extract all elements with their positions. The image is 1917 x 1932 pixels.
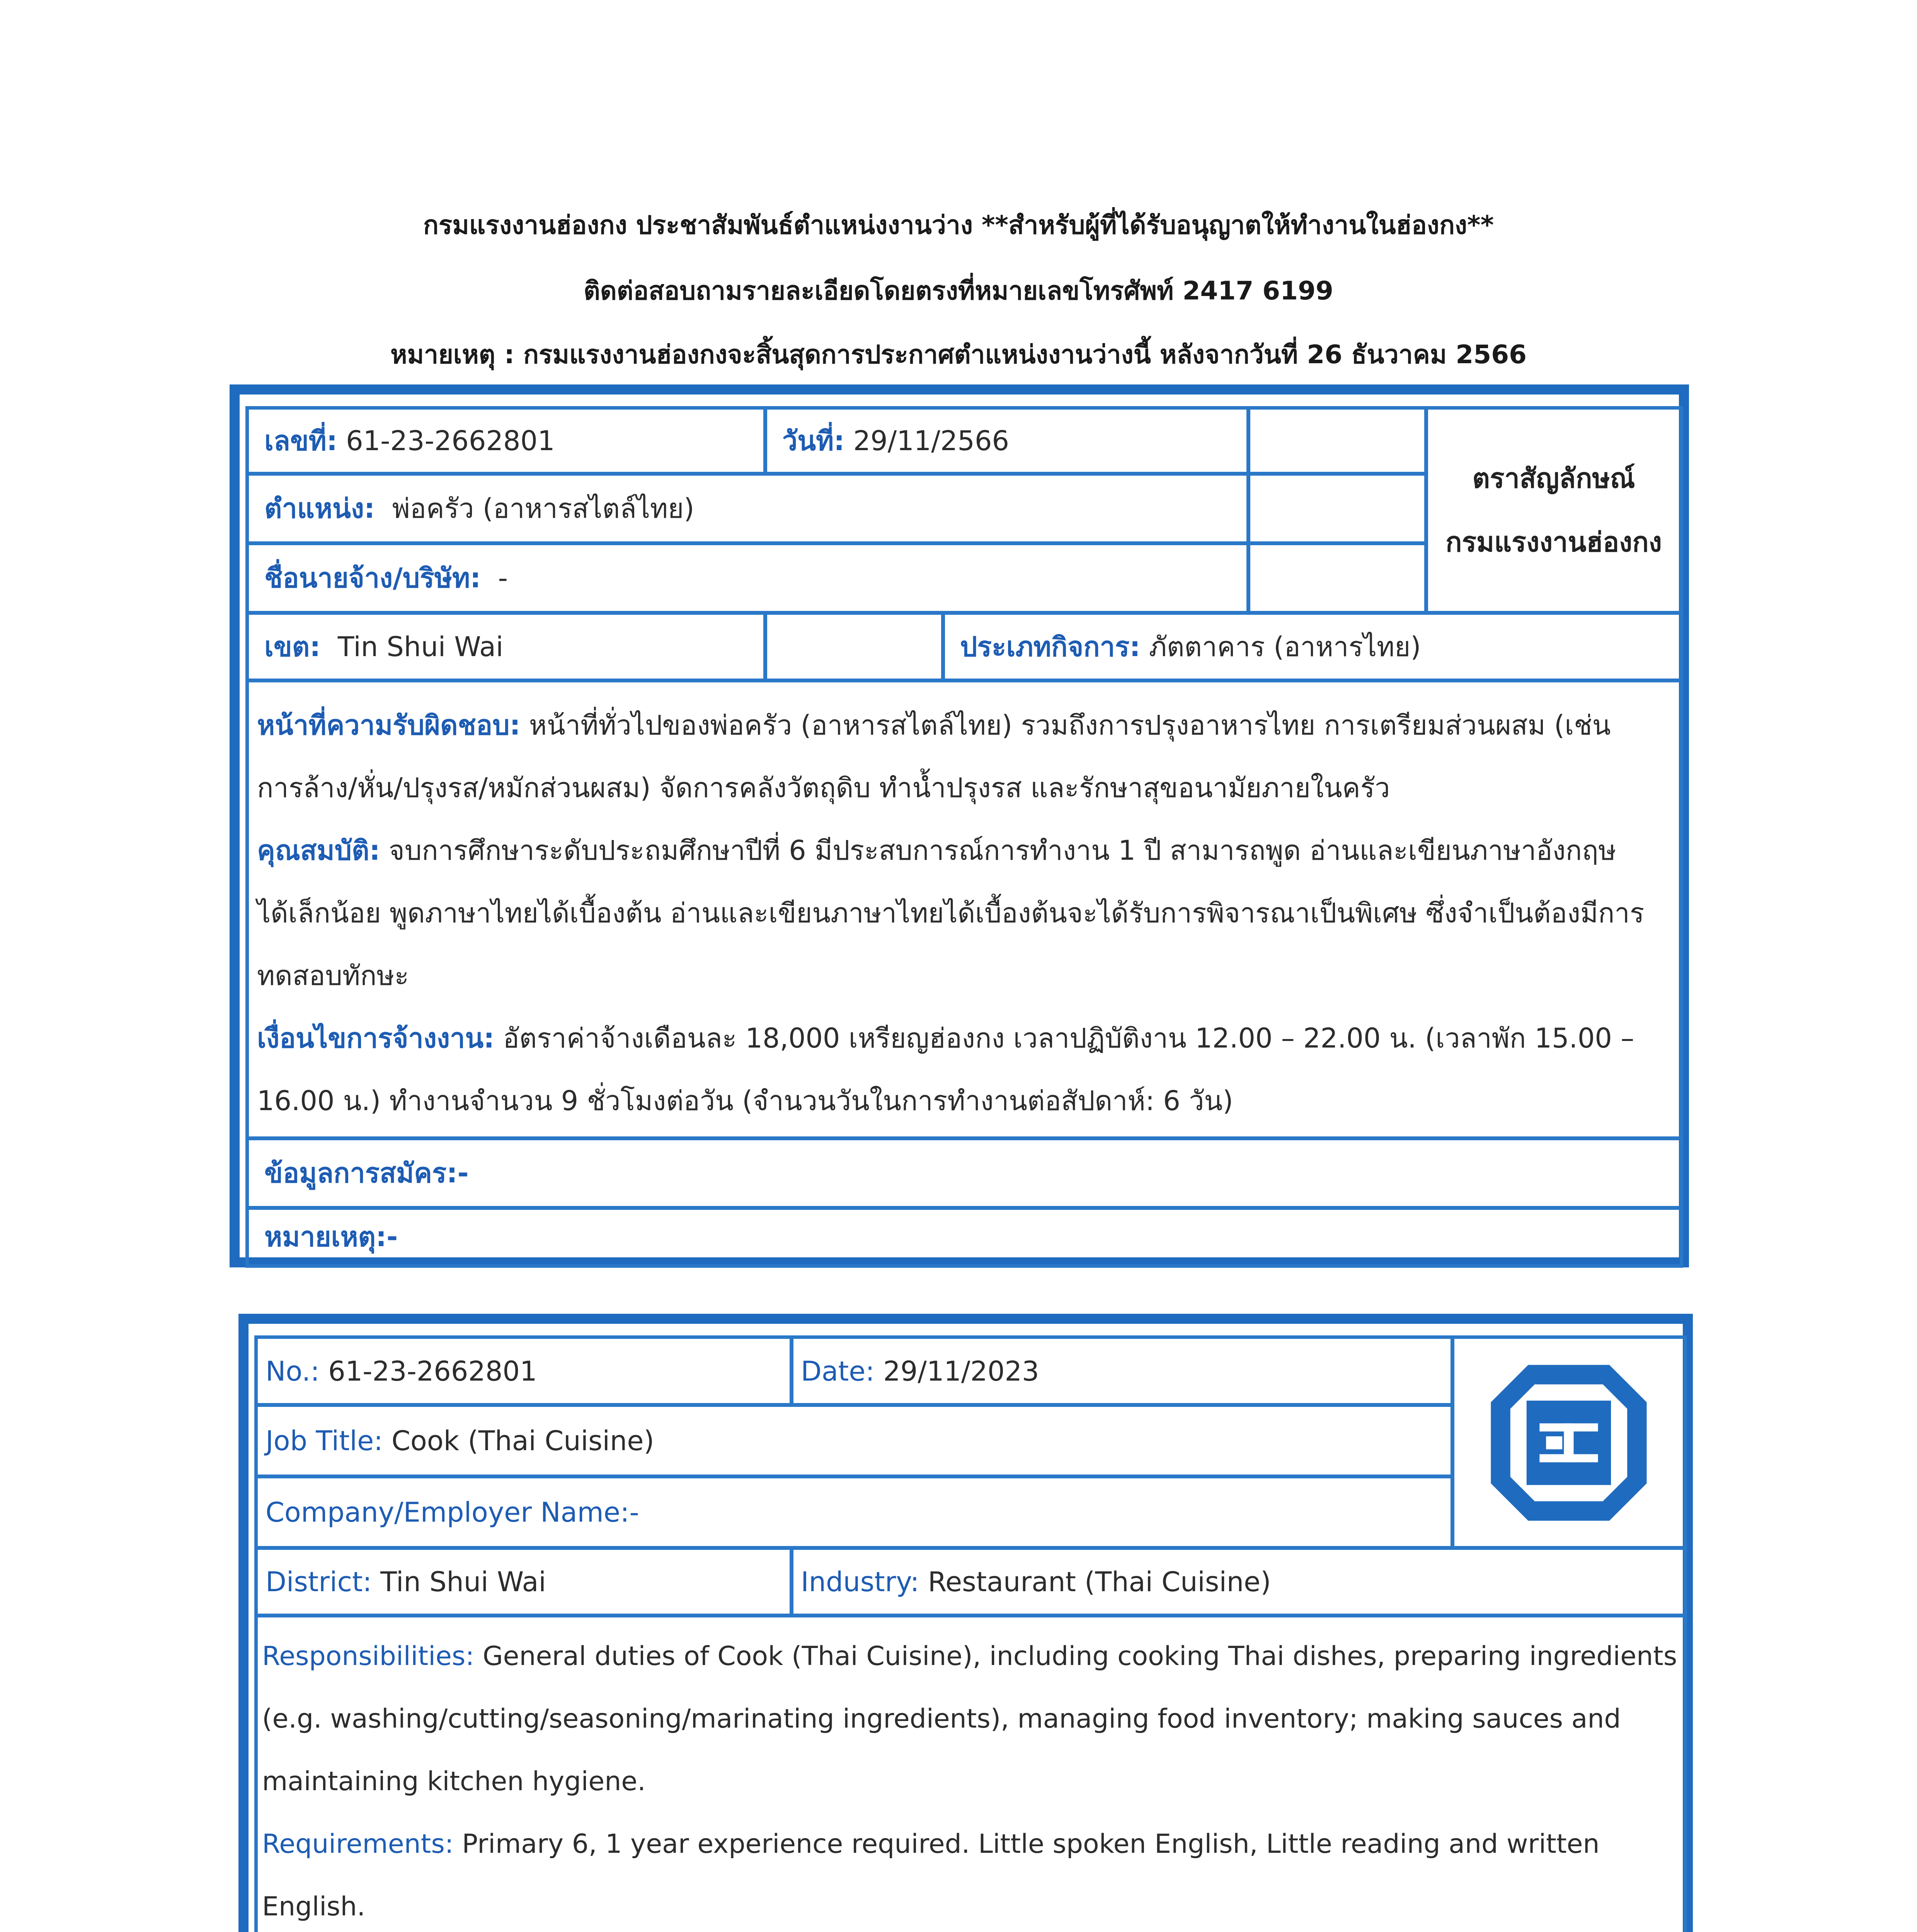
thai-job-card: [230, 384, 1689, 1267]
thai-emblem-line-2: กรมแรงงานฮ่องกง: [1445, 526, 1662, 558]
thai-district-cell: [245, 611, 767, 682]
thai-empty-cell-4: [763, 611, 945, 682]
thai-employer-label: ชื่อนายจ้าง/บริษัท:: [264, 562, 481, 594]
en-resp-line-2: (e.g. washing/cutting/seasoning/marinating ingredients), managing food inventory; making sauces and: [262, 1704, 1621, 1734]
thai-no-label: เลขที่:: [264, 425, 337, 457]
thai-terms-label: เงื่อนไขการจ้างงาน:: [257, 1022, 495, 1054]
en-company-cell: [254, 1475, 1454, 1550]
thai-district-value: Tin Shui Wai: [337, 631, 504, 663]
en-no-cell: [254, 1335, 793, 1407]
thai-industry-label: ประเภทกิจการ:: [960, 631, 1141, 663]
en-district-label: District:: [266, 1566, 372, 1598]
en-industry-cell: [790, 1546, 1687, 1617]
en-company-label: Company/Employer Name:-: [266, 1496, 639, 1528]
thai-duty-line-1: หน้าที่ทั่วไปของพ่อครัว (อาหารสไตล์ไทย) รวมถึงการปรุงอาหารไทย การเตรียมส่วนผสม (เช่น: [529, 709, 1611, 741]
en-job-label: Job Title:: [266, 1425, 383, 1457]
labour-department-logo-icon: [1488, 1362, 1650, 1524]
thai-position-label: ตำแหน่ง:: [264, 493, 375, 524]
english-job-card: [238, 1314, 1693, 1932]
en-resp-line-1: General duties of Cook (Thai Cuisine), including cooking Thai dishes, preparing ingredients: [482, 1641, 1677, 1672]
thai-date-value: 29/11/2566: [853, 425, 1010, 457]
en-district-cell: [254, 1546, 793, 1617]
thai-qual-line-1: จบการศึกษาระดับประถมศึกษาปีที่ 6 มีประสบการณ์การทำงาน 1 ปี สามารถพูด อ่านและเขียนภาษาอังกฤษ: [388, 835, 1616, 866]
en-logo-cell: [1451, 1335, 1687, 1550]
en-industry-value: Restaurant (Thai Cuisine): [928, 1566, 1271, 1598]
thai-position-value: พ่อครัว (อาหารสไตล์ไทย): [392, 493, 695, 524]
header-line-1: กรมแรงงานฮ่องกง ประชาสัมพันธ์ตำแหน่งงานว่าง **สำหรับผู้ที่ได้รับอนุญาตให้ทำงานในฮ่องกง**: [423, 210, 1494, 240]
en-date-label: Date:: [801, 1355, 875, 1387]
thai-terms-line-2: 16.00 น.) ทำงานจำนวน 9 ชั่วโมงต่อวัน (จำนวนวันในการทำงานต่อสัปดาห์: 6 วัน): [257, 1085, 1233, 1117]
header-line-2: ติดต่อสอบถามรายละเอียดโดยตรงที่หมายเลขโทรศัพท์ 2417 6199: [584, 276, 1333, 306]
thai-apply-label: ข้อมูลการสมัคร:-: [264, 1157, 469, 1189]
thai-duty-line-2: การล้าง/หั่น/ปรุงรส/หมักส่วนผสม) จัดการคลังวัตถุดิบ ทำน้ำปรุงรส และรักษาสุขอนามัยภายในครัว: [257, 772, 1390, 804]
en-resp-line-3: maintaining kitchen hygiene.: [262, 1766, 646, 1797]
thai-no-value: 61-23-2662801: [346, 425, 555, 457]
en-job-value: Cook (Thai Cuisine): [392, 1425, 654, 1457]
thai-terms-line-1: อัตราค่าจ้างเดือนละ 18,000 เหรียญฮ่องกง เวลาปฏิบัติงาน 12.00 – 22.00 น. (เวลาพัก 15.00 –: [503, 1022, 1634, 1054]
en-district-value: Tin Shui Wai: [380, 1566, 546, 1598]
en-date-cell: [790, 1335, 1454, 1407]
thai-apply-cell: [245, 1136, 1683, 1210]
thai-qual-label: คุณสมบัติ:: [257, 835, 380, 866]
en-no-value: 61-23-2662801: [328, 1355, 537, 1387]
en-req-line-1: Primary 6, 1 year experience required. Little spoken English, Little reading and written English.: [262, 1829, 1600, 1922]
en-industry-label: Industry:: [801, 1566, 919, 1598]
thai-empty-cell-2: [1246, 472, 1428, 545]
thai-employer-cell: [245, 541, 1250, 615]
thai-qual-line-3: ทดสอบทักษะ: [257, 960, 409, 992]
thai-qual-line-2: ได้เล็กน้อย พูดภาษาไทยได้เบื้องต้น อ่านและเขียนภาษาไทยได้เบื้องต้นจะได้รับการพิจารณาเป็นพิเศษ ซึ่งจำเป็นต้องมีการ: [257, 897, 1645, 929]
thai-empty-cell-1: [1246, 406, 1428, 476]
thai-emblem-line-1: ตราสัญลักษณ์: [1472, 463, 1635, 494]
en-job-cell: [254, 1403, 1454, 1478]
thai-duty-label: หน้าที่ความรับผิดชอบ:: [257, 709, 521, 741]
en-date-value: 29/11/2023: [883, 1355, 1039, 1387]
en-resp-label: Responsibilities:: [262, 1641, 475, 1672]
thai-position-cell: [245, 472, 1250, 545]
thai-emblem-cell: [1424, 406, 1683, 615]
en-details-text: [262, 1625, 1680, 1932]
thai-date-label: วันที่:: [782, 425, 845, 457]
thai-remark-cell: [245, 1206, 1683, 1268]
thai-industry-value: ภัตตาคาร (อาหารไทย): [1149, 631, 1421, 663]
thai-industry-cell: [941, 611, 1683, 682]
thai-empty-cell-3: [1246, 541, 1428, 615]
thai-date-cell: [763, 406, 1250, 476]
thai-no-cell: [245, 406, 767, 476]
thai-details-text: [257, 694, 1672, 1132]
header-line-3: หมายเหตุ : กรมแรงงานฮ่องกงจะสิ้นสุดการประกาศตำแหน่งงานว่างนี้ หลังจากวันที่ 26 ธันวาคม 2566: [390, 340, 1527, 369]
thai-district-label: เขต:: [264, 631, 321, 663]
en-no-label: No.:: [266, 1355, 320, 1387]
en-req-label: Requirements:: [262, 1829, 454, 1859]
thai-employer-value: -: [498, 562, 508, 594]
thai-remark-label: หมายเหตุ:-: [264, 1221, 398, 1253]
